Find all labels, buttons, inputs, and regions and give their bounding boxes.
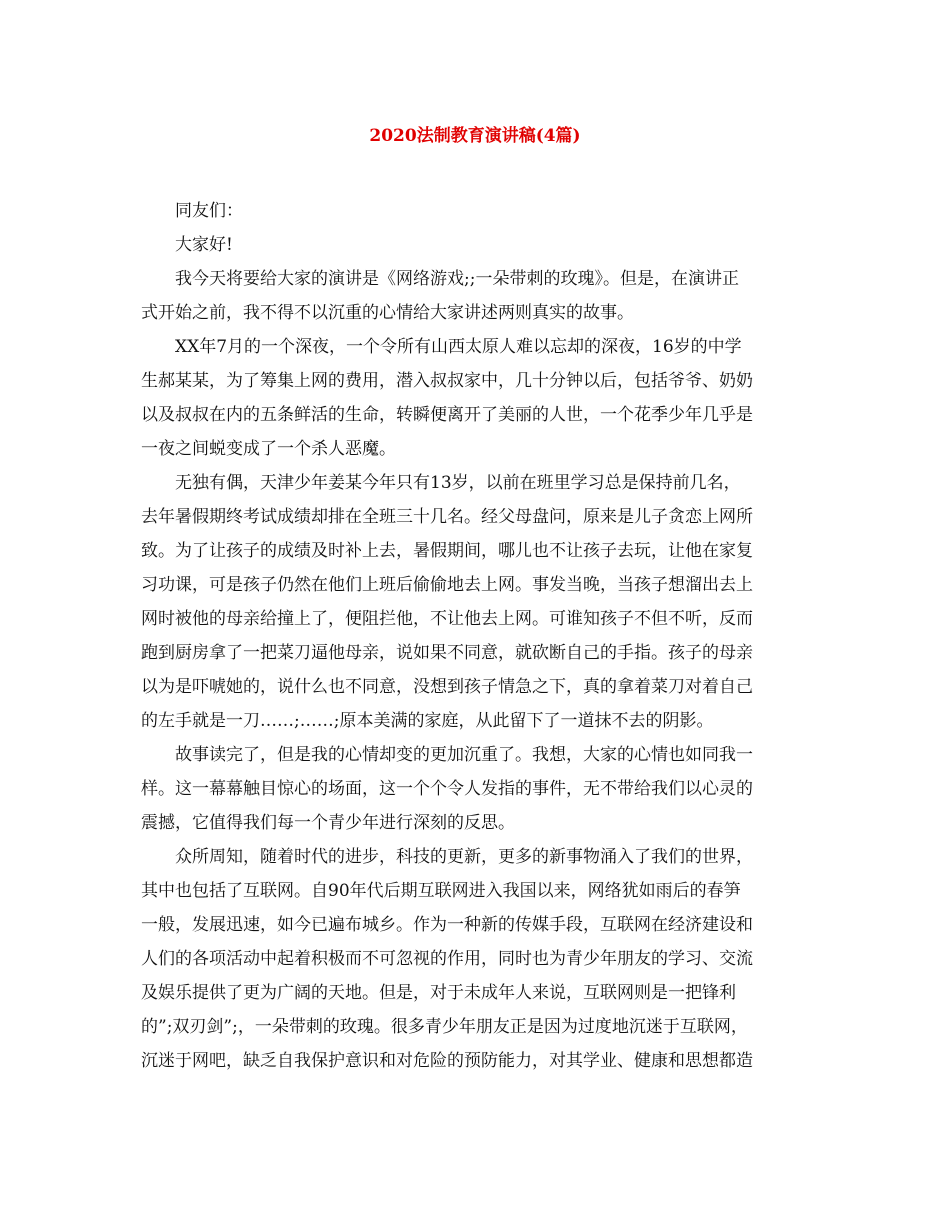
paragraph-line: 的左手就是一刀……;……;原本美满的家庭，从此留下了一道抹不去的阴影。 (141, 711, 714, 731)
paragraph-line: 震撼，它值得我们每一个青少年进行深刻的反思。 (141, 813, 515, 833)
paragraph-line: 以及叔叔在内的五条鲜活的生命，转瞬便离开了美丽的人世，一个花季少年几乎是 (141, 405, 753, 425)
paragraph-line: 生郝某某，为了筹集上网的费用，潜入叔叔家中，几十分钟以后，包括爷爷、奶奶 (141, 371, 753, 391)
salutation: 同友们： (175, 201, 243, 221)
paragraph-line: 网时被他的母亲给撞上了，便阻拦他，不让他去上网。可谁知孩子不但不听，反而 (141, 609, 753, 629)
paragraph-line: 样。这一幕幕触目惊心的场面，这一个个令人发指的事件，无不带给我们以心灵的 (141, 779, 753, 799)
paragraph-line: 跑到厨房拿了一把菜刀逼他母亲，说如果不同意，就砍断自己的手指。孩子的母亲 (141, 643, 753, 663)
document-body (141, 194, 831, 1078)
paragraph-line: 去年暑假期终考试成绩却排在全班三十几名。经父母盘问，原来是儿子贪恋上网所 (141, 507, 753, 527)
paragraph-line: 故事读完了，但是我的心情却变的更加沉重了。我想，大家的心情也如同我一 (175, 745, 753, 765)
paragraph-line: 人们的各项活动中起着积极而不可忽视的作用，同时也为青少年朋友的学习、交流 (141, 949, 753, 969)
paragraph-line: 一夜之间蜕变成了一个杀人恶魔。 (141, 439, 396, 459)
paragraph-line: XX年7月的一个深夜，一个令所有山西太原人难以忘却的深夜，16岁的中学 (175, 337, 742, 357)
paragraph-line: 众所周知，随着时代的进步，科技的更新，更多的新事物涌入了我们的世界， (175, 847, 753, 867)
paragraph-line: 一般，发展迅速，如今已遍布城乡。作为一种新的传媒手段，互联网在经济建设和 (141, 915, 753, 935)
paragraph-line: 无独有偶，天津少年姜某今年只有13岁，以前在班里学习总是保持前几名， (175, 473, 741, 493)
paragraph-line: 以为是吓唬她的，说什么也不同意，没想到孩子情急之下，真的拿着菜刀对着自己 (141, 677, 753, 697)
paragraph-line: 的”;双刃剑”;，一朵带刺的玫瑰。很多青少年朋友正是因为过度地沉迷于互联网， (141, 1017, 748, 1037)
paragraph-line: 沉迷于网吧，缺乏自我保护意识和对危险的预防能力，对其学业、健康和思想都造 (141, 1051, 753, 1071)
greeting: 大家好! (175, 235, 233, 255)
paragraph-line: 其中也包括了互联网。自90年代后期互联网进入我国以来，网络犹如雨后的春笋 (141, 881, 741, 901)
paragraph-line: 习功课，可是孩子仍然在他们上班后偷偷地去上网。事发当晚，当孩子想溜出去上 (141, 575, 753, 595)
paragraph-line: 式开始之前，我不得不以沉重的心情给大家讲述两则真实的故事。 (141, 303, 634, 323)
paragraph-line: 我今天将要给大家的演讲是《网络游戏;;一朵带刺的玫瑰》。但是，在演讲正 (175, 269, 739, 289)
paragraph-line: 及娱乐提供了更为广阔的天地。但是，对于未成年人来说，互联网则是一把锋利 (141, 983, 736, 1003)
paragraph-line: 致。为了让孩子的成绩及时补上去，暑假期间，哪儿也不让孩子去玩，让他在家复 (141, 541, 753, 561)
document-title: 2020法制教育演讲稿(4篇) (369, 126, 581, 146)
